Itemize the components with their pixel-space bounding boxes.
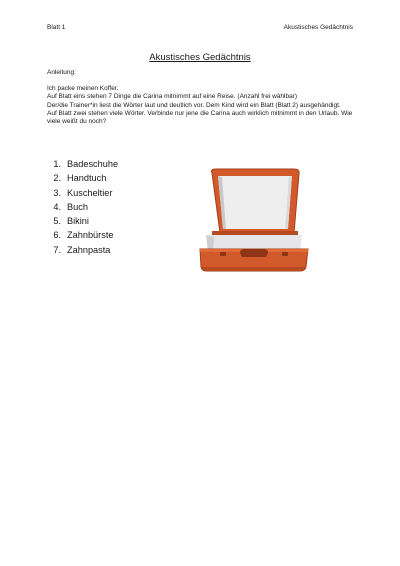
instructions-text [47,85,357,126]
list-item-label: Zahnpasta [67,244,111,255]
list-item-label: Handtuch [67,173,107,184]
suitcase-handle [240,249,268,257]
list-item [47,157,118,171]
packing-list [47,157,118,257]
open-suitcase-icon [190,163,310,273]
list-item [47,186,118,200]
header-sheet-number: Blatt 1 [47,24,66,31]
list-item [47,228,118,242]
list-item-number: 3. [53,187,61,198]
list-item [47,200,118,214]
list-item [47,214,118,228]
list-item-label: Zahnbürste [67,230,114,241]
suitcase-lid-lining [218,176,292,229]
list-item-label: Buch [67,201,88,212]
instruction-line: Ich packe meinen Koffer. [47,85,119,92]
list-item [47,171,118,185]
list-item-label: Badeschuhe [67,159,119,169]
instructions-label: Anleitung: [47,69,76,76]
instruction-line: Auf Blatt eins stehen 7 Dinge die Carina mitnimmt auf eine Reise. (Anzahl frei wählbar) [47,93,298,101]
instruction-line: Auf Blatt zwei stehen viele Wörter. Verbinde nur jene die Carina auch wirklich mitnimmt in den Urlaub. Wie viele weißt du noch? [47,109,353,126]
list-item-number: 4. [53,201,61,212]
list-item-number: 7. [53,244,61,255]
list-item-number: 5. [53,216,61,227]
list-item-label: Bikini [67,216,89,227]
list-item [47,243,118,257]
page-title: Akustisches Gedächtnis [149,52,251,63]
list-item-label: Kuscheltier [67,187,113,198]
list-item-number: 1. [53,159,61,169]
list-item-number: 6. [53,230,61,241]
list-item-number: 2. [53,173,61,184]
instruction-line: Der/die Trainer*in liest die Wörter laut und deutlich vor. Dem Kind wird ein Blatt (Blatt 2) ausgehändigt. [47,101,341,109]
header-sheet-title: Akustisches Gedächtnis [283,24,353,31]
